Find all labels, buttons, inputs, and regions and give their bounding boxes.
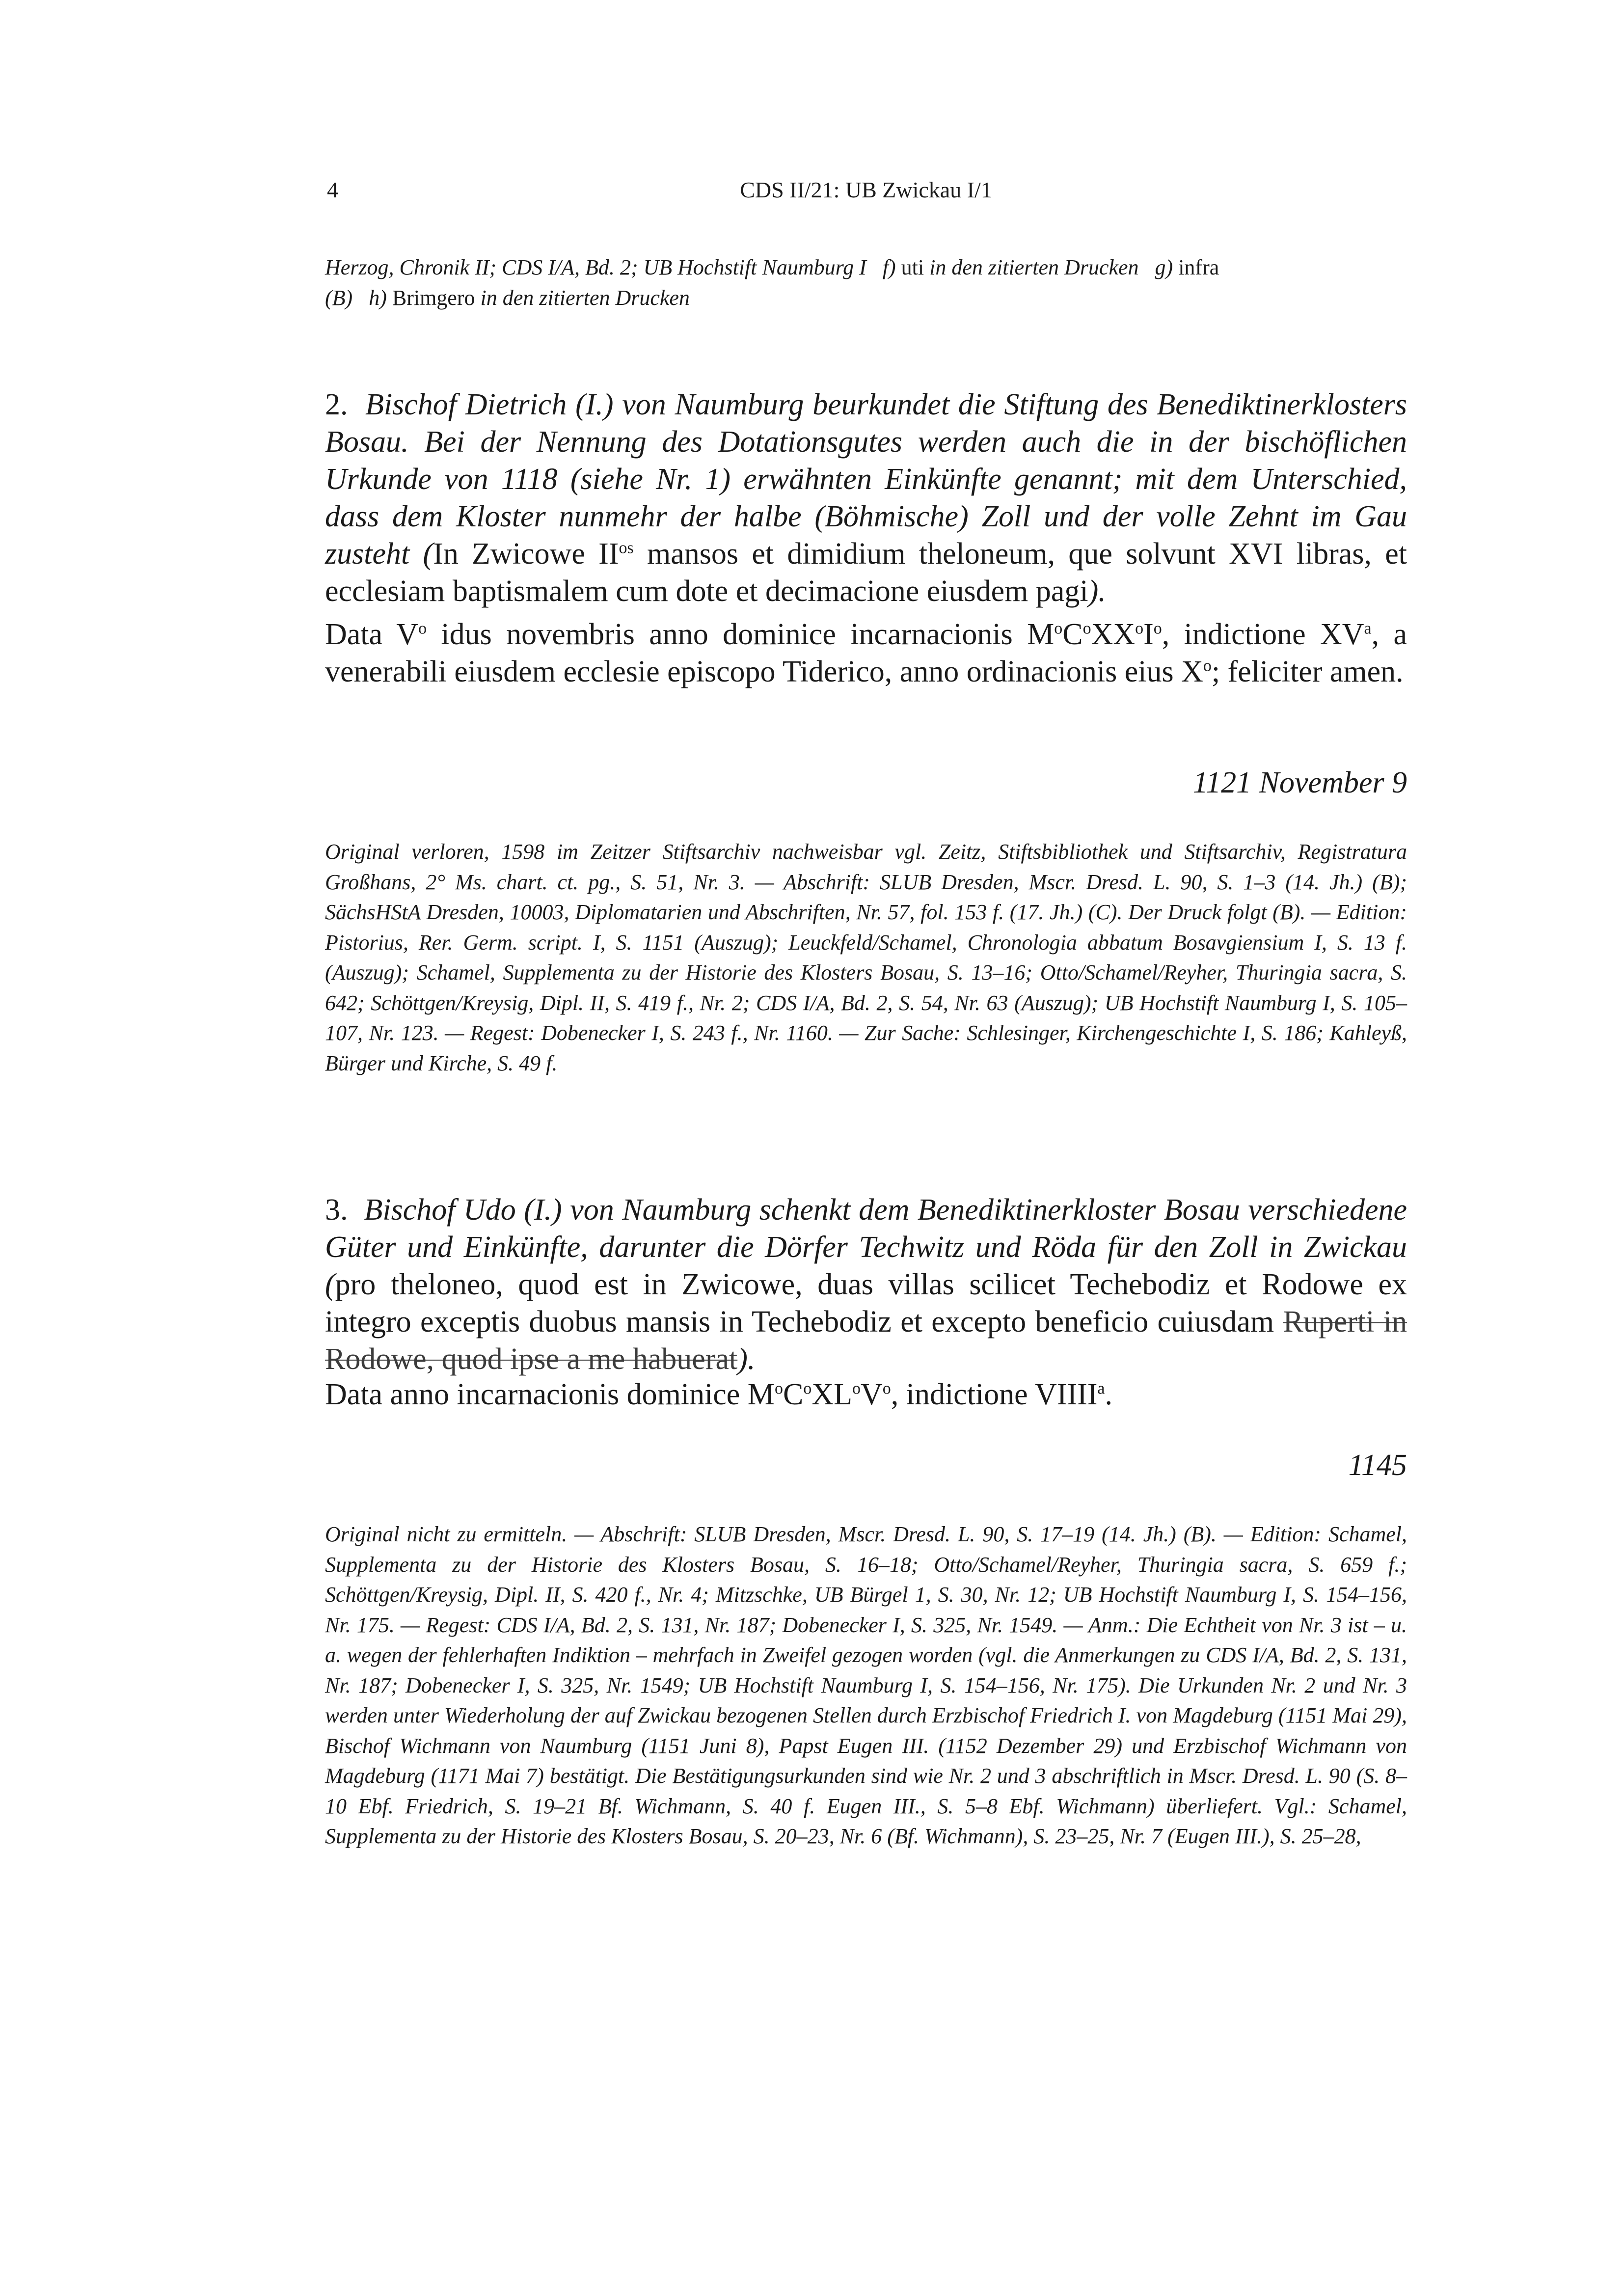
struck-quote-text: Ruperti in Rodowe, quod ipse a me habuerat — [325, 1305, 1407, 1376]
superscript: o — [852, 1379, 861, 1398]
dating-text: idus novembris anno dominice incarnacionis M — [427, 618, 1055, 651]
superscript: o — [1153, 619, 1162, 638]
entry-2-apparatus: Original verloren, 1598 im Zeitzer Stiftsarchiv nachweisbar vgl. Zeitz, Stiftsbibliothek und Stiftsarchiv, Registratura Großhans, 2° Ms. chart. ct. pg., S. 51, Nr. 3. — Abschrift: SLUB Dresden, Mscr. Dresd. L. 90, S. 1–3 (14. Jh.) (B); SächsHStA Dresden, 10003, Diplomatarien und Abschriften, Nr. 57, fol. 153 f. (17. Jh.) (C). Der Druck folgt (B). — Edition: Pistorius, Rer. Germ. script. I, S. 1151 (Auszug); Leuckfeld/Schamel, Chronologia abbatum Bosavgiensium I, S. 13 f. (Auszug); Schamel, Supplementa zu der Historie des Klosters Bosau, S. 13–16; Otto/Schamel/Reyher, Thuringia sacra, S. 642; Schöttgen/Kreysig, Dipl. II, S. 419 f., Nr. 2; CDS I/A, Bd. 2, S. 54, Nr. 63 (Auszug); UB Hochstift Naumburg I, S. 105–107, Nr. 123. — Regest: Dobenecker I, S. 243 f., Nr. 1160. — Zur Sache: Schlesinger, Kirchengeschichte I, S. 186; Kahleyß, Bürger und Kirche, S. 49 f. — [325, 840, 1407, 1075]
footnote-f-text: uti — [901, 255, 924, 279]
entry-number: 3. — [325, 1193, 348, 1227]
preceding-footnotes — [325, 252, 1407, 313]
running-title: CDS II/21: UB Zwickau I/1 — [740, 177, 992, 202]
dating-text: I — [1143, 618, 1154, 651]
footnote-g-marker: g) — [1155, 255, 1173, 279]
footnote-g-text: infra — [1178, 255, 1219, 279]
dating-text: Data anno incarnacionis dominice M — [325, 1378, 775, 1411]
dating-text: Data V — [325, 618, 419, 651]
entry-3-regest — [325, 1191, 1407, 1378]
quote-close: ). — [737, 1342, 756, 1376]
footnote-f-note: in den zitierten Drucken — [929, 255, 1139, 279]
dating-text: C — [1062, 618, 1083, 651]
dating-text: , a venerabili eiusdem ecclesie episcopo Tiderico, anno ordinacionis eius X — [325, 618, 1407, 688]
dating-text: XX — [1091, 618, 1136, 651]
footnote-f-marker: f) — [882, 255, 896, 279]
superscript: os — [619, 539, 634, 557]
quote-close: ). — [1088, 574, 1106, 608]
footnote-h-note: in den zitierten Drucken — [480, 286, 690, 310]
dating-text: . — [1105, 1378, 1113, 1411]
entry-3-dating — [325, 1376, 1407, 1413]
entry-2-regest — [325, 386, 1407, 610]
superscript: o — [1203, 656, 1212, 675]
entry-3-date: 1145 — [1348, 1449, 1407, 1482]
dating-text: V — [860, 1378, 883, 1411]
dating-text: , indictione XV — [1162, 618, 1364, 651]
dating-text: ; feliciter amen. — [1211, 655, 1404, 688]
quote-text: pro theloneo, quod est in Zwicowe, duas villas scilicet Techebodiz et Rodowe ex integro exceptis duobus mansis in Techebodiz et excepto beneficio cuiusdam — [325, 1268, 1407, 1339]
superscript: a — [1364, 619, 1372, 638]
entry-3-apparatus: Original nicht zu ermitteln. — Abschrift: SLUB Dresden, Mscr. Dresd. L. 90, S. 17–19 (14. Jh.) (B). — Edition: Schamel, Supplementa zu der Historie des Klosters Bosau, S. 16–18; Otto/Schamel/Reyher, Thuringia sacra, S. 659 f.; Schöttgen/Kreysig, Dipl. II, S. 420 f., Nr. 4; Mitzschke, UB Bürgel 1, S. 30, Nr. 12; UB Hochstift Naumburg I, S. 154–156, Nr. 175. — Regest: CDS I/A, Bd. 2, S. 131, Nr. 187; Dobenecker I, S. 325, Nr. 1549. — Anm.: Die Echtheit von Nr. 3 ist – u. a. wegen der fehlerhaften Indiktion – mehrfach in Zweifel gezogen worden (vgl. die Anmerkungen zu CDS I/A, Bd. 2, S. 131, Nr. 187; Dobenecker I, S. 325, Nr. 1549; UB Hochstift Naumburg I, S. 154–156, Nr. 175). Die Urkunden Nr. 2 und Nr. 3 werden unter Wiederholung der auf Zwickau bezogenen Stellen durch Erzbischof Friedrich I. von Magdeburg (1151 Mai 29), Bischof Wichmann von Naumburg (1151 Juni 8), Papst Eugen III. (1152 Dezember 29) und Erzbischof Wichmann von Magdeburg (1171 Mai 7) bestätigt. Die Bestätigungsurkunden sind wie Nr. 2 und 3 abschriftlich in Mscr. Dresd. L. 90 (S. 8–10 Ebf. Friedrich, S. 19–21 Bf. Wichmann, S. 40 f. Eugen III., S. 5–8 Ebf. Wichmann) überliefert. Vgl.: Schamel, Supplementa zu der Historie des Klosters Bosau, S. 20–23, Nr. 6 (Bf. Wichmann), S. 23–25, Nr. 7 (Eugen III.), S. 25–28, — [325, 1522, 1407, 1848]
dating-text: C — [783, 1378, 804, 1411]
entry-2-date: 1121 November 9 — [1192, 766, 1407, 799]
superscript: o — [1054, 619, 1063, 638]
entry-2-dating — [325, 616, 1407, 690]
dating-text: XL — [812, 1378, 852, 1411]
regest-text: Bischof Udo (I.) von Naumburg schenkt dem Benediktinerkloster Bosau verschiedene Güter und Einkünfte, darunter die Dörfer Techwitz und Röda für den Zoll in Zwickau ( — [325, 1193, 1407, 1301]
quote-text: In Zwicowe II — [433, 537, 619, 571]
superscript: o — [882, 1379, 891, 1398]
dating-text: , indictione VIIII — [891, 1378, 1098, 1411]
superscript: a — [1097, 1379, 1105, 1398]
footnote-b-marker: (B) — [325, 286, 353, 310]
entry-number: 2. — [325, 388, 348, 421]
superscript: o — [418, 619, 427, 638]
page-number: 4 — [327, 177, 338, 202]
quote-text-cont: mansos et dimidium theloneum, que solvunt XVI libras, et ecclesiam baptismalem cum dote et decimacione eiusdem pagi — [325, 537, 1407, 608]
superscript: o — [774, 1379, 783, 1398]
footnote-h-marker: h) — [369, 286, 387, 310]
page-header — [325, 173, 1407, 207]
superscript: o — [803, 1379, 812, 1398]
superscript: o — [1135, 619, 1144, 638]
footnote-h-text: Brimgero — [392, 286, 475, 310]
footnote-sources: Herzog, Chronik II; CDS I/A, Bd. 2; UB Hochstift Naumburg I — [325, 255, 866, 279]
superscript: o — [1082, 619, 1091, 638]
regest-text: Bischof Dietrich (I.) von Naumburg beurkundet die Stiftung des Benediktinerklosters Bosau. Bei der Nennung des Dotationsgutes werden auch die in der bischöflichen Urkunde von 1118 (siehe Nr. 1) erwähnten Einkünfte genannt; mit dem Unterschied, dass dem Kloster nunmehr der halbe (Böhmische) Zoll und der volle Zehnt im Gau zusteht ( — [325, 388, 1407, 571]
